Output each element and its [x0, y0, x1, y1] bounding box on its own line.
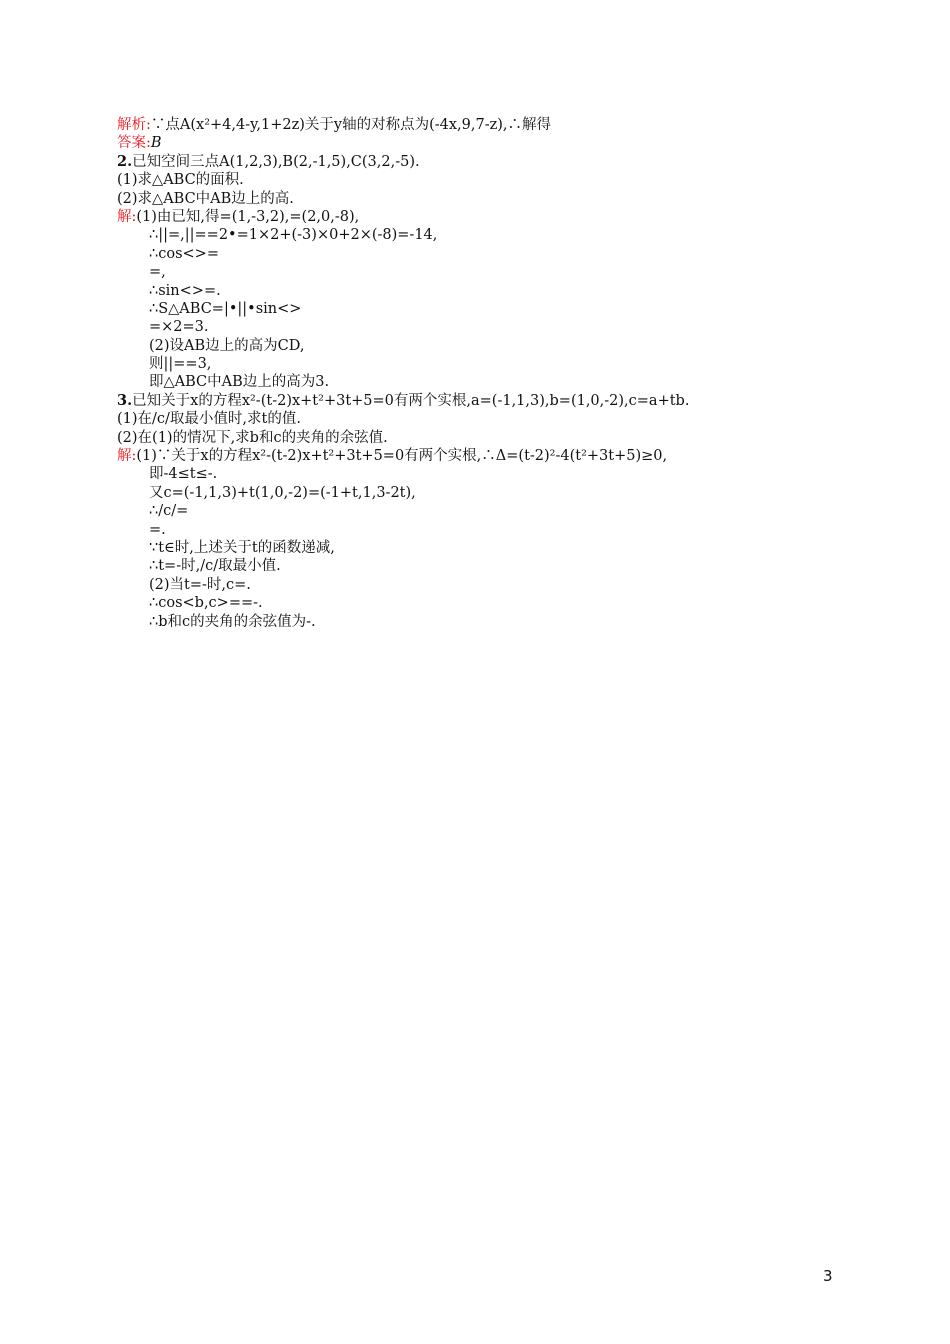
problem-2-part-1: (1)求△ABC的面积. [117, 172, 244, 189]
solution-3-line: ∴b和c的夹角的余弦值为-. [149, 613, 316, 630]
solution-2-line: 即△ABC中AB边上的高为3. [149, 374, 330, 391]
analysis-text: ∵点A(x²+4,4-y,1+2z)关于y轴的对称点为(-4x,9,7-z),∴解得 [150, 117, 552, 133]
solution-2-label: 解: [117, 208, 137, 225]
solution-3-line: ∴cos<b,c>==-. [149, 595, 263, 612]
solution-3-line: ∵t∈时,上述关于t的函数递减, [149, 539, 335, 556]
solution-3-line: 即-4≤t≤-. [149, 466, 218, 483]
answer-label: 答案: [117, 135, 151, 152]
solution-2-line: ∴sin<>=. [149, 282, 221, 299]
answer-line [117, 134, 817, 152]
problem-3-part-2: (2)在(1)的情况下,求b和c的夹角的余弦值. [117, 429, 388, 446]
solution-3-line: ∴/c/= [149, 503, 189, 520]
analysis-line [117, 116, 817, 134]
problem-3-number: 3. [117, 391, 133, 409]
problem-3-part-1: (1)在/c/取最小值时,求t的值. [117, 411, 301, 428]
solution-2-line: =, [149, 264, 166, 281]
solution-2-line: ∴cos<>= [149, 245, 219, 262]
problem-2-part-2: (2)求△ABC中AB边上的高. [117, 190, 294, 207]
text-block [117, 116, 817, 631]
solution-2-line: (2)设AB边上的高为CD, [149, 337, 305, 354]
problem-2-statement: 2.已知空间三点A(1,2,3),B(2,-1,5),C(3,2,-5). [117, 152, 420, 170]
solution-2-start: 解:(1)由已知,得=(1,-3,2),=(2,0,-8), [117, 208, 360, 225]
problem-2-number: 2. [117, 152, 133, 170]
solution-3-line: ∴t=-时,/c/取最小值. [149, 558, 281, 575]
problem-3-statement: 3.已知关于x的方程x²-(t-2)x+t²+3t+5=0有两个实根,a=(-1,1,3),b=(1,0,-2),c=a+tb. [117, 391, 690, 409]
solution-3-line: (2)当t=-时,c=. [149, 576, 251, 593]
page-number: 3 [823, 1267, 833, 1285]
answer-text: B [150, 135, 162, 152]
solution-3-label: 解: [117, 448, 137, 465]
analysis-label: 解析: [117, 117, 151, 133]
solution-3-start: 解:(1)∵关于x的方程x²-(t-2)x+t²+3t+5=0有两个实根,∴Δ=(t-2)²-4(t²+3t+5)≥0, [117, 448, 668, 465]
solution-2-line: ∴||=,||==2•=1×2+(-3)×0+2×(-8)=-14, [149, 227, 438, 244]
solution-2-line: =×2=3. [149, 319, 209, 336]
solution-3-line: =. [149, 521, 166, 538]
solution-2-line: 则||==3, [149, 356, 212, 373]
solution-2-line: ∴S△ABC=|•||•sin<> [149, 300, 302, 317]
solution-3-line: 又c=(-1,1,3)+t(1,0,-2)=(-1+t,1,3-2t), [149, 484, 416, 501]
